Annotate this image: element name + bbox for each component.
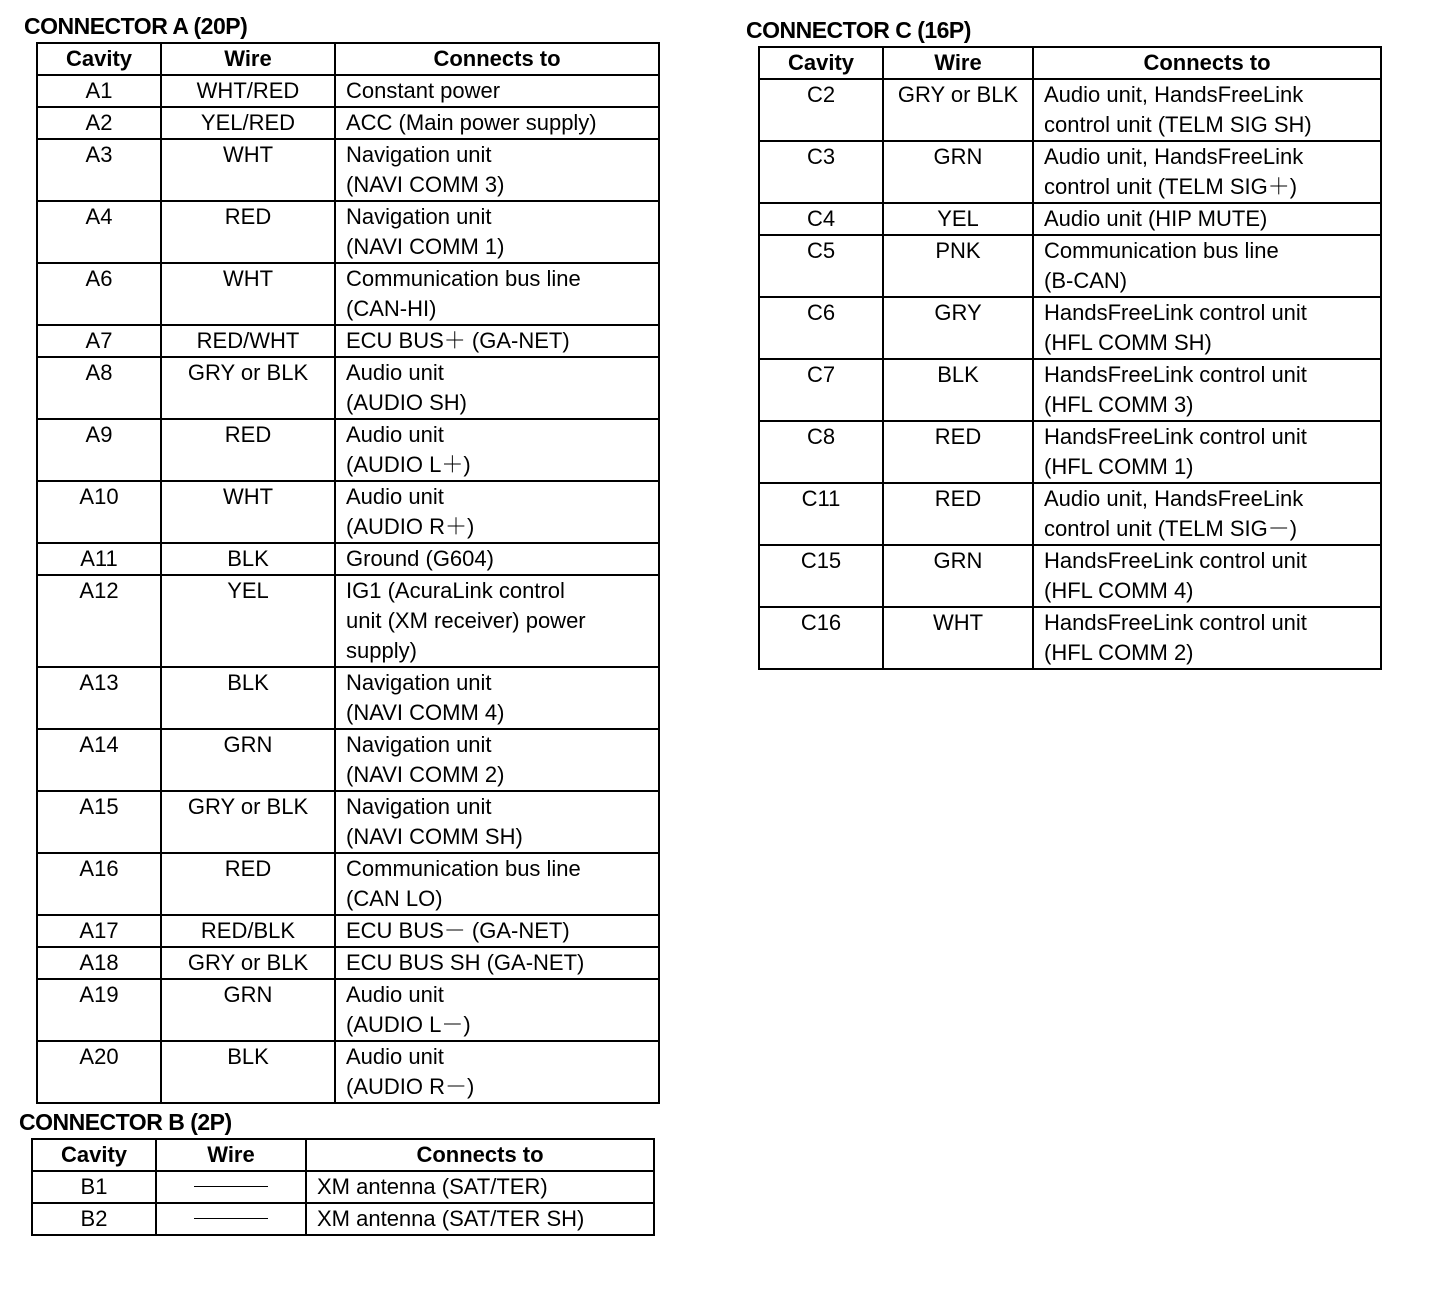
connects-to-cell: Audio unit (HIP MUTE) — [1033, 203, 1381, 235]
connects-to-header: Connects to — [1033, 47, 1381, 79]
table-row — [759, 359, 1381, 421]
wire-cell: WHT — [161, 139, 335, 201]
connects-to-cell: Constant power — [335, 75, 659, 107]
cavity-header: Cavity — [37, 43, 161, 75]
cavity-cell: A6 — [37, 263, 161, 325]
connects-to-cell: Audio unit (AUDIO L＋) — [335, 419, 659, 481]
connects-to-cell: Audio unit, HandsFreeLink control unit (TELM SIG＋) — [1033, 141, 1381, 203]
table-header-row — [32, 1139, 654, 1171]
table-row — [759, 79, 1381, 141]
connects-to-cell: Navigation unit (NAVI COMM 2) — [335, 729, 659, 791]
table-row — [37, 107, 659, 139]
connector-b-title: CONNECTOR B (2P) — [19, 1109, 232, 1135]
wire-cell: GRY or BLK — [883, 79, 1033, 141]
wire-cell: RED — [161, 419, 335, 481]
no-wire-dash — [194, 1186, 268, 1187]
cavity-cell: C5 — [759, 235, 883, 297]
connector-a-table — [36, 42, 660, 1104]
cavity-cell: A10 — [37, 481, 161, 543]
table-row — [37, 1041, 659, 1103]
wire-cell: RED/WHT — [161, 325, 335, 357]
cavity-cell: B1 — [32, 1171, 156, 1203]
table-row — [759, 297, 1381, 359]
cavity-cell: A9 — [37, 419, 161, 481]
cavity-cell: C8 — [759, 421, 883, 483]
cavity-cell: C3 — [759, 141, 883, 203]
connects-to-cell: Audio unit, HandsFreeLink control unit (TELM SIG－) — [1033, 483, 1381, 545]
connects-to-cell: ECU BUS－ (GA-NET) — [335, 915, 659, 947]
connects-to-cell: Communication bus line (B-CAN) — [1033, 235, 1381, 297]
wire-cell: GRN — [883, 545, 1033, 607]
connects-to-cell: ECU BUS＋ (GA-NET) — [335, 325, 659, 357]
cavity-header: Cavity — [32, 1139, 156, 1171]
table-row — [759, 203, 1381, 235]
connects-to-cell: HandsFreeLink control unit (HFL COMM 1) — [1033, 421, 1381, 483]
cavity-cell: A17 — [37, 915, 161, 947]
connects-to-cell: HandsFreeLink control unit (HFL COMM 3) — [1033, 359, 1381, 421]
connects-to-cell: Communication bus line (CAN-HI) — [335, 263, 659, 325]
cavity-cell: A1 — [37, 75, 161, 107]
connects-to-cell: Navigation unit (NAVI COMM 4) — [335, 667, 659, 729]
table-row — [37, 75, 659, 107]
cavity-cell: C4 — [759, 203, 883, 235]
wire-cell: BLK — [161, 1041, 335, 1103]
table-row — [37, 139, 659, 201]
cavity-cell: A19 — [37, 979, 161, 1041]
connects-to-cell: Communication bus line (CAN LO) — [335, 853, 659, 915]
table-row — [37, 325, 659, 357]
table-row — [37, 263, 659, 325]
table-row — [759, 141, 1381, 203]
table-row — [759, 607, 1381, 669]
table-row — [37, 947, 659, 979]
connects-to-cell: IG1 (AcuraLink control unit (XM receiver) power supply) — [335, 575, 659, 667]
wire-cell: PNK — [883, 235, 1033, 297]
table-row — [37, 201, 659, 263]
cavity-cell: A15 — [37, 791, 161, 853]
connects-to-cell: Navigation unit (NAVI COMM 1) — [335, 201, 659, 263]
table-row — [37, 853, 659, 915]
table-row — [37, 357, 659, 419]
wire-cell — [156, 1171, 306, 1203]
wire-cell: WHT — [161, 263, 335, 325]
table-row — [759, 421, 1381, 483]
wire-header: Wire — [156, 1139, 306, 1171]
cavity-cell: A8 — [37, 357, 161, 419]
connects-to-header: Connects to — [306, 1139, 654, 1171]
wire-cell: YEL — [883, 203, 1033, 235]
cavity-cell: A16 — [37, 853, 161, 915]
wire-cell: GRY or BLK — [161, 357, 335, 419]
connects-to-cell: ACC (Main power supply) — [335, 107, 659, 139]
wire-cell: GRY or BLK — [161, 947, 335, 979]
wire-cell: GRN — [161, 729, 335, 791]
connects-to-cell: Audio unit (AUDIO R＋) — [335, 481, 659, 543]
wire-cell: GRN — [161, 979, 335, 1041]
wire-cell: YEL — [161, 575, 335, 667]
wire-cell: GRN — [883, 141, 1033, 203]
wire-cell: YEL/RED — [161, 107, 335, 139]
connects-to-header: Connects to — [335, 43, 659, 75]
wire-header: Wire — [883, 47, 1033, 79]
connects-to-cell: Audio unit (AUDIO R－) — [335, 1041, 659, 1103]
cavity-cell: A11 — [37, 543, 161, 575]
cavity-cell: A18 — [37, 947, 161, 979]
table-header-row — [37, 43, 659, 75]
table-row — [37, 791, 659, 853]
table-row — [37, 481, 659, 543]
wire-cell: WHT/RED — [161, 75, 335, 107]
connects-to-cell: HandsFreeLink control unit (HFL COMM SH) — [1033, 297, 1381, 359]
table-row — [37, 543, 659, 575]
table-row — [37, 667, 659, 729]
table-row — [759, 483, 1381, 545]
connector-b-rows — [32, 1171, 654, 1235]
wire-cell: GRY or BLK — [161, 791, 335, 853]
cavity-cell: C15 — [759, 545, 883, 607]
wire-cell: GRY — [883, 297, 1033, 359]
table-row — [37, 915, 659, 947]
wire-cell: WHT — [161, 481, 335, 543]
connects-to-cell: ECU BUS SH (GA-NET) — [335, 947, 659, 979]
cavity-cell: A20 — [37, 1041, 161, 1103]
wire-cell: WHT — [883, 607, 1033, 669]
connects-to-cell: HandsFreeLink control unit (HFL COMM 4) — [1033, 545, 1381, 607]
connects-to-cell: Navigation unit (NAVI COMM SH) — [335, 791, 659, 853]
wire-cell: BLK — [161, 543, 335, 575]
connector-a-rows — [37, 75, 659, 1103]
connects-to-cell: HandsFreeLink control unit (HFL COMM 2) — [1033, 607, 1381, 669]
wire-cell: RED — [883, 483, 1033, 545]
wire-cell — [156, 1203, 306, 1235]
table-row — [759, 235, 1381, 297]
wire-cell: RED — [161, 853, 335, 915]
wire-cell: RED/BLK — [161, 915, 335, 947]
cavity-cell: C2 — [759, 79, 883, 141]
cavity-cell: A12 — [37, 575, 161, 667]
connects-to-cell: Ground (G604) — [335, 543, 659, 575]
connects-to-cell: Audio unit (AUDIO SH) — [335, 357, 659, 419]
cavity-header: Cavity — [759, 47, 883, 79]
table-header-row — [759, 47, 1381, 79]
connects-to-cell: XM antenna (SAT/TER) — [306, 1171, 654, 1203]
table-row — [32, 1171, 654, 1203]
table-row — [37, 419, 659, 481]
cavity-cell: A2 — [37, 107, 161, 139]
connector-b-table — [31, 1138, 655, 1236]
connects-to-cell: Navigation unit (NAVI COMM 3) — [335, 139, 659, 201]
cavity-cell: C16 — [759, 607, 883, 669]
cavity-cell: A7 — [37, 325, 161, 357]
connects-to-cell: Audio unit (AUDIO L－) — [335, 979, 659, 1041]
connector-c-rows — [759, 79, 1381, 669]
connects-to-cell: Audio unit, HandsFreeLink control unit (TELM SIG SH) — [1033, 79, 1381, 141]
cavity-cell: C11 — [759, 483, 883, 545]
table-row — [37, 575, 659, 667]
table-row — [32, 1203, 654, 1235]
cavity-cell: B2 — [32, 1203, 156, 1235]
wire-cell: RED — [161, 201, 335, 263]
wire-cell: BLK — [883, 359, 1033, 421]
cavity-cell: C6 — [759, 297, 883, 359]
table-row — [37, 979, 659, 1041]
connects-to-cell: XM antenna (SAT/TER SH) — [306, 1203, 654, 1235]
wire-header: Wire — [161, 43, 335, 75]
wire-cell: RED — [883, 421, 1033, 483]
connector-a-title: CONNECTOR A (20P) — [24, 13, 248, 39]
cavity-cell: A4 — [37, 201, 161, 263]
table-row — [759, 545, 1381, 607]
connector-c-table — [758, 46, 1382, 670]
no-wire-dash — [194, 1218, 268, 1219]
wire-cell: BLK — [161, 667, 335, 729]
cavity-cell: A14 — [37, 729, 161, 791]
connector-c-title: CONNECTOR C (16P) — [746, 17, 971, 43]
cavity-cell: A3 — [37, 139, 161, 201]
cavity-cell: C7 — [759, 359, 883, 421]
cavity-cell: A13 — [37, 667, 161, 729]
table-row — [37, 729, 659, 791]
